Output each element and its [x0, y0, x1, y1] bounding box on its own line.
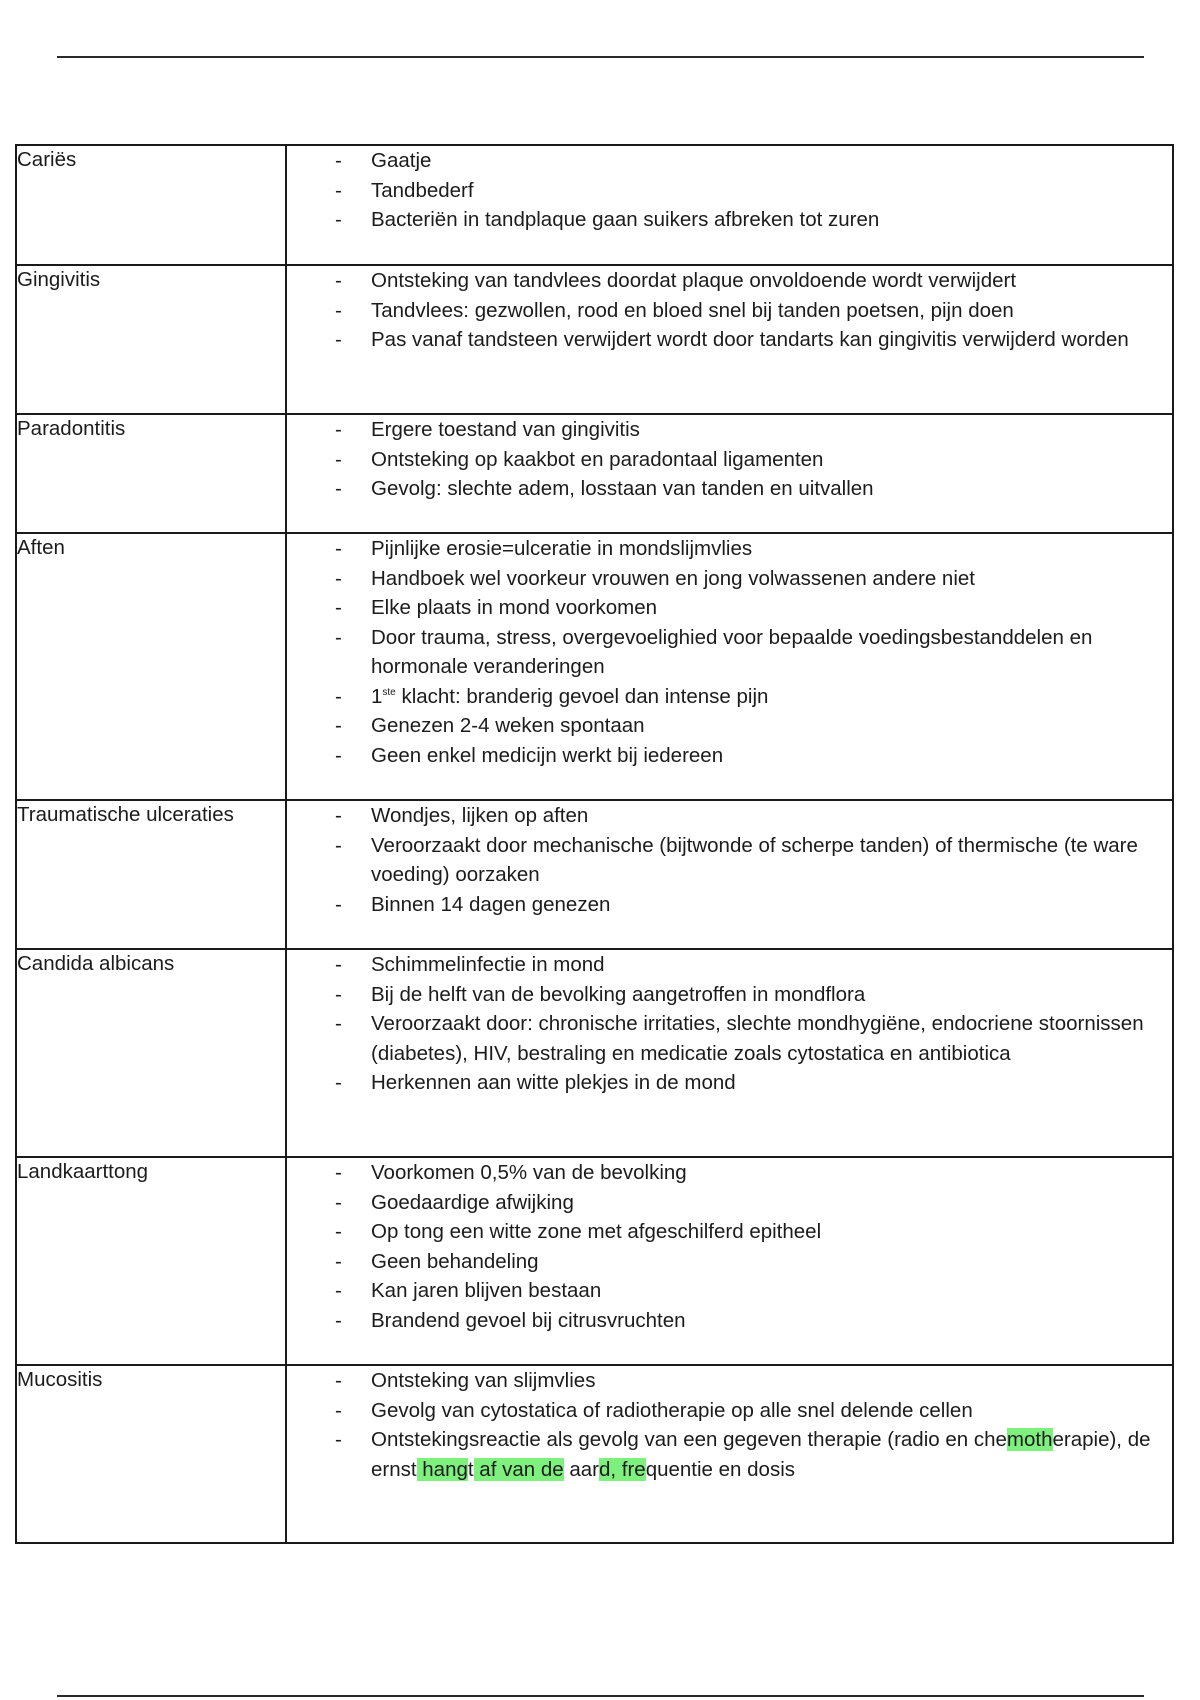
description-cell: [286, 949, 1173, 1157]
bullet-dash: -: [335, 743, 342, 767]
bullet-dash: -: [335, 982, 342, 1006]
list-item: - Gevolg van cytostatica of radiotherapie op alle snel delende cellen: [17, 1396, 1172, 1426]
bullet-dash: -: [335, 566, 342, 590]
term-cell: Mucositis: [16, 1365, 286, 1543]
term-cell: Candida albicans: [16, 949, 286, 1157]
description-cell: [286, 1157, 1173, 1365]
list-item: - Ontstekingsreactie als gevolg van een gegeven therapie (radio en chemotherapie), de ernst hangt af van de aard, frequentie en dosis: [17, 1425, 1172, 1484]
bullet-list: [287, 1158, 1172, 1335]
bullet-dash: -: [335, 477, 342, 500]
list-item: - Goedaardige afwijking: [17, 1188, 1172, 1218]
text-highlight: hang: [416, 1457, 468, 1481]
list-item: - Op tong een witte zone met afgeschilferd epitheel: [17, 1217, 1172, 1247]
bullet-dash: -: [335, 298, 342, 322]
list-item: - 1ste klacht: branderig gevoel dan intense pijn: [17, 682, 1172, 712]
bullet-dash: -: [335, 1249, 342, 1273]
bullet-list: [287, 801, 1172, 919]
footer-rule: [57, 1695, 1144, 1697]
table-row: [16, 145, 1173, 265]
bullet-list: [287, 1366, 1172, 1484]
notes-table: [15, 144, 1174, 1544]
list-item: - Handboek wel voorkeur vrouwen en jong volwassenen andere niet: [17, 564, 1172, 594]
list-item: - Ontsteking op kaakbot en paradontaal ligamenten: [17, 445, 1172, 475]
list-item: - Veroorzaakt door: chronische irritaties, slechte mondhygiëne, endocriene stoornissen (diabetes), HIV, bestraling en medicatie zoals cytostatica en antibiotica: [17, 1009, 1172, 1068]
description-cell: [286, 414, 1173, 533]
text-highlight: moth: [1006, 1428, 1053, 1451]
bullet-list: [287, 146, 1172, 235]
list-item: - Geen behandeling: [17, 1247, 1172, 1277]
list-item: - Herkennen aan witte plekjes in de mond: [17, 1068, 1172, 1098]
list-item: - Gevolg: slechte adem, losstaan van tanden en uitvallen: [17, 474, 1172, 504]
bullet-dash: -: [335, 684, 342, 708]
list-item: - Wondjes, lijken op aften: [17, 801, 1172, 831]
superscript: ste: [382, 686, 396, 698]
bullet-dash: -: [335, 269, 342, 292]
bullet-dash: -: [335, 537, 342, 560]
bullet-dash: -: [335, 1279, 342, 1302]
list-item: - Door trauma, stress, overgevoelighied voor bepaalde voedingsbestanddelen en hormonale veranderingen: [17, 623, 1172, 682]
list-item: - Elke plaats in mond voorkomen: [17, 593, 1172, 623]
text-highlight: af van de: [473, 1457, 564, 1481]
description-cell: [286, 265, 1173, 414]
bullet-dash: -: [335, 328, 342, 351]
bullet-dash: -: [335, 1428, 342, 1451]
bullet-dash: -: [335, 1220, 342, 1243]
list-item: - Pijnlijke erosie=ulceratie in mondslijmvlies: [17, 534, 1172, 564]
bullet-dash: -: [335, 1071, 342, 1094]
list-item: - Schimmelinfectie in mond: [17, 950, 1172, 980]
bullet-dash: -: [335, 1012, 342, 1035]
bullet-list: [287, 266, 1172, 355]
bullet-dash: -: [335, 1190, 342, 1214]
bullet-dash: -: [335, 1398, 342, 1422]
term-cell: Paradontitis: [16, 414, 286, 533]
list-item: - Geen enkel medicijn werkt bij iedereen: [17, 741, 1172, 771]
description-cell: [286, 533, 1173, 800]
bullet-dash: -: [335, 1308, 342, 1332]
bullet-dash: -: [335, 953, 342, 976]
table-row: [16, 800, 1173, 949]
list-item: - Genezen 2-4 weken spontaan: [17, 711, 1172, 741]
table-row: [16, 533, 1173, 800]
bullet-dash: -: [335, 149, 342, 172]
bullet-dash: -: [335, 625, 342, 649]
bullet-dash: -: [335, 178, 342, 202]
list-item: - Binnen 14 dagen genezen: [17, 890, 1172, 920]
list-item: - Tandbederf: [17, 176, 1172, 206]
bullet-dash: -: [335, 833, 342, 857]
bullet-dash: -: [335, 714, 342, 737]
list-item: - Ontsteking van slijmvlies: [17, 1366, 1172, 1396]
bullet-list: [287, 415, 1172, 504]
bullet-dash: -: [335, 418, 342, 441]
term-cell: Cariës: [16, 145, 286, 265]
list-item: - Kan jaren blijven bestaan: [17, 1276, 1172, 1306]
term-cell: Landkaarttong: [16, 1157, 286, 1365]
table-row: [16, 1365, 1173, 1543]
list-item: - Voorkomen 0,5% van de bevolking: [17, 1158, 1172, 1188]
list-item: - Tandvlees: gezwollen, rood en bloed snel bij tanden poetsen, pijn doen: [17, 296, 1172, 326]
term-cell: Traumatische ulceraties: [16, 800, 286, 949]
text-highlight: d, fre: [598, 1457, 646, 1481]
table-row: [16, 414, 1173, 533]
list-item: - Ontsteking van tandvlees doordat plaque onvoldoende wordt verwijdert: [17, 266, 1172, 296]
table-row: [16, 265, 1173, 414]
table-row: [16, 1157, 1173, 1365]
list-item: - Brandend gevoel bij citrusvruchten: [17, 1306, 1172, 1336]
bullet-dash: -: [335, 596, 342, 619]
description-cell: [286, 1365, 1173, 1543]
term-cell: Gingivitis: [16, 265, 286, 414]
list-item: - Veroorzaakt door mechanische (bijtwonde of scherpe tanden) of thermische (te ware voeding) oorzaken: [17, 831, 1172, 890]
header-rule: [57, 56, 1144, 58]
bullet-dash: -: [335, 447, 342, 471]
description-cell: [286, 800, 1173, 949]
bullet-list: [287, 950, 1172, 1098]
term-cell: Aften: [16, 533, 286, 800]
bullet-dash: -: [335, 892, 342, 916]
bullet-dash: -: [335, 1369, 342, 1392]
table-row: [16, 949, 1173, 1157]
bullet-dash: -: [335, 1161, 342, 1184]
list-item: - Gaatje: [17, 146, 1172, 176]
list-item: - Pas vanaf tandsteen verwijdert wordt door tandarts kan gingivitis verwijderd worden: [17, 325, 1172, 355]
list-item: - Ergere toestand van gingivitis: [17, 415, 1172, 445]
description-cell: [286, 145, 1173, 265]
bullet-dash: -: [335, 804, 342, 827]
bullet-list: [287, 534, 1172, 770]
list-item: - Bacteriën in tandplaque gaan suikers afbreken tot zuren: [17, 205, 1172, 235]
bullet-dash: -: [335, 208, 342, 231]
list-item: - Bij de helft van de bevolking aangetroffen in mondflora: [17, 980, 1172, 1010]
